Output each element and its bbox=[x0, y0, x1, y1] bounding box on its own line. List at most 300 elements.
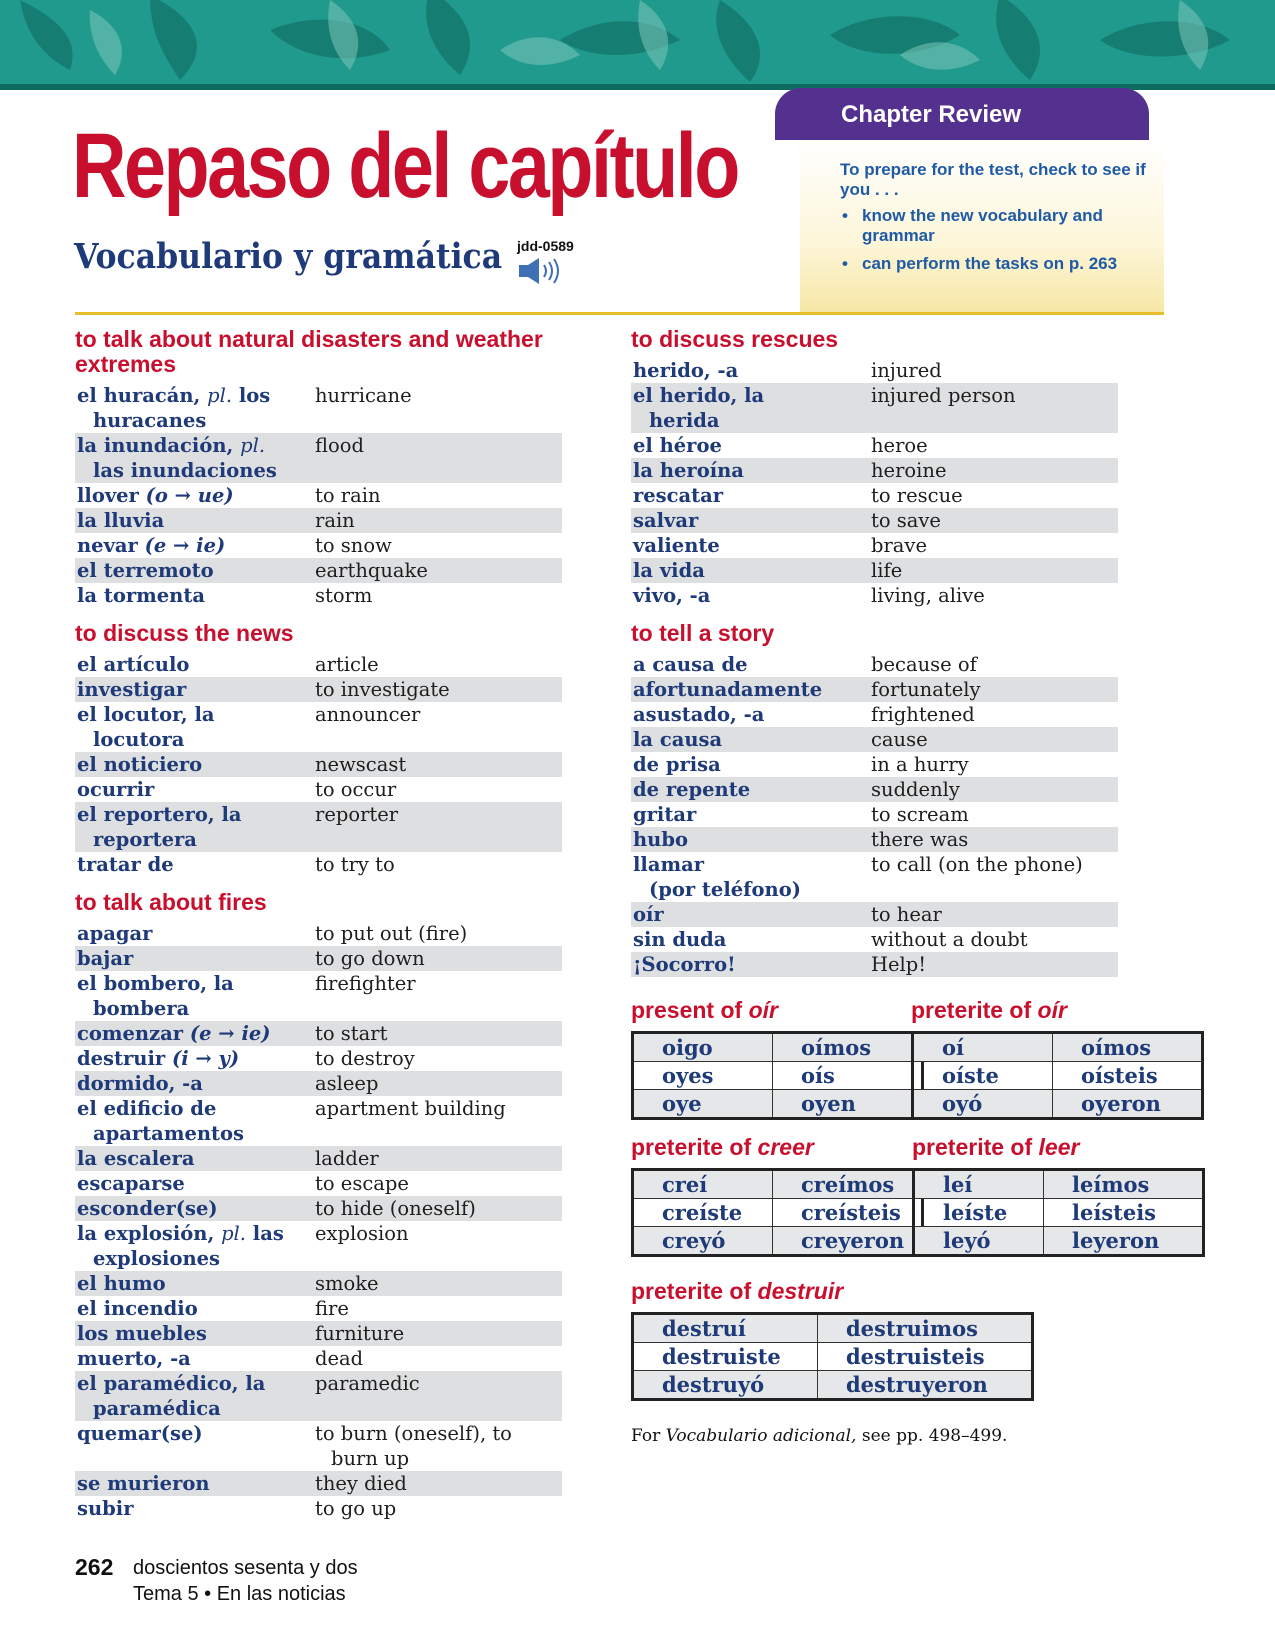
conjugation-heading bbox=[631, 1135, 924, 1160]
english-meaning bbox=[871, 508, 1118, 533]
conjugation-heading bbox=[911, 998, 1204, 1023]
spanish-term bbox=[75, 1296, 315, 1321]
vocab-rows bbox=[75, 652, 562, 877]
conjugation-row bbox=[633, 1033, 923, 1062]
english-meaning bbox=[871, 652, 1118, 677]
english-word: storm bbox=[315, 584, 373, 607]
vocab-row bbox=[75, 971, 562, 1021]
vocab-row bbox=[75, 1021, 562, 1046]
conjugation-row bbox=[633, 1371, 1033, 1400]
spanish-term bbox=[631, 533, 871, 558]
english-meaning bbox=[871, 802, 1118, 827]
conjugation-preterite-leer bbox=[912, 1135, 1205, 1257]
spanish-word: el noticiero bbox=[77, 753, 203, 776]
vocab-row bbox=[631, 952, 1118, 977]
english-meaning bbox=[871, 583, 1118, 608]
vocab-row bbox=[75, 483, 562, 508]
vocab-row bbox=[75, 1421, 562, 1471]
spanish-word-rest: las bbox=[252, 1222, 284, 1245]
conjugation-row bbox=[914, 1199, 1204, 1227]
chapter-review-list bbox=[840, 206, 1150, 274]
english-meaning bbox=[315, 1346, 562, 1371]
chapter-review-bullet: • can perform the tasks on p. 263 bbox=[840, 254, 1150, 274]
stem-change: (e → ie) bbox=[144, 534, 226, 557]
spanish-word: destruir bbox=[77, 1047, 166, 1070]
conjugation-preterite-destruir bbox=[631, 1279, 1034, 1401]
vocab-column-right bbox=[631, 327, 1118, 990]
spanish-word: la vida bbox=[633, 559, 705, 582]
english-word: life bbox=[871, 559, 903, 582]
plural-form: destruimos bbox=[818, 1314, 1033, 1343]
english-word: to snow bbox=[315, 534, 392, 557]
spanish-term bbox=[75, 1271, 315, 1296]
singular-form: oí bbox=[913, 1033, 1053, 1062]
vocab-row bbox=[75, 1046, 562, 1071]
section-heading: to discuss the news bbox=[75, 620, 294, 646]
plural-marker: pl. bbox=[207, 384, 233, 407]
english-meaning bbox=[871, 752, 1118, 777]
english-word: asleep bbox=[315, 1072, 379, 1095]
vocab-row bbox=[75, 802, 562, 852]
english-meaning bbox=[871, 558, 1118, 583]
singular-form: creíste bbox=[633, 1199, 773, 1227]
english-word: announcer bbox=[315, 703, 421, 726]
spanish-term bbox=[631, 802, 871, 827]
english-word: furniture bbox=[315, 1322, 405, 1345]
conjugation-row bbox=[633, 1090, 923, 1119]
english-meaning bbox=[315, 702, 562, 752]
english-word: to rain bbox=[315, 484, 381, 507]
english-word: fire bbox=[315, 1297, 349, 1320]
conjugation-preterite-creer bbox=[631, 1135, 924, 1257]
english-word: paramedic bbox=[315, 1372, 420, 1395]
spanish-term bbox=[75, 533, 315, 558]
spanish-word-continued: huracanes bbox=[93, 409, 207, 432]
spanish-word-rest: los bbox=[238, 384, 271, 407]
vocab-section bbox=[75, 890, 562, 1521]
english-meaning bbox=[315, 1171, 562, 1196]
vocab-row bbox=[75, 921, 562, 946]
vocab-row bbox=[75, 852, 562, 877]
plural-form: oyen bbox=[773, 1090, 923, 1119]
conjugation-row bbox=[633, 1199, 923, 1227]
singular-form: creí bbox=[633, 1170, 773, 1199]
spanish-term bbox=[631, 558, 871, 583]
english-word: newscast bbox=[315, 753, 407, 776]
vocab-section bbox=[75, 327, 562, 608]
spanish-word: la escalera bbox=[77, 1147, 195, 1170]
spanish-term bbox=[75, 1471, 315, 1496]
chapter-review-bullet: • know the new vocabulary and grammar bbox=[840, 206, 1150, 246]
english-meaning bbox=[871, 902, 1118, 927]
additional-vocab-note bbox=[631, 1426, 1007, 1446]
vocab-row bbox=[75, 533, 562, 558]
singular-form: creyó bbox=[633, 1227, 773, 1256]
english-word-continued: burn up bbox=[331, 1447, 410, 1470]
vocab-section bbox=[75, 621, 562, 877]
vocab-row bbox=[631, 702, 1118, 727]
spanish-word: sin duda bbox=[633, 928, 727, 951]
english-word: there was bbox=[871, 828, 969, 851]
spanish-term bbox=[75, 802, 315, 852]
vocab-row bbox=[75, 1096, 562, 1146]
vocab-row bbox=[75, 1071, 562, 1096]
vocab-row bbox=[75, 1346, 562, 1371]
spanish-term bbox=[631, 458, 871, 483]
singular-form: leí bbox=[914, 1170, 1044, 1199]
english-meaning bbox=[315, 383, 562, 433]
vocab-row bbox=[75, 1221, 562, 1271]
english-meaning bbox=[871, 383, 1118, 433]
vocab-column-left bbox=[75, 327, 562, 1534]
spanish-word: el paramédico, la bbox=[77, 1372, 266, 1395]
conjugation-verb: oír bbox=[1037, 997, 1067, 1023]
spanish-term bbox=[631, 902, 871, 927]
vocab-row bbox=[631, 433, 1118, 458]
singular-form: destruí bbox=[633, 1314, 818, 1343]
spanish-term bbox=[631, 752, 871, 777]
vocab-row bbox=[75, 1296, 562, 1321]
english-meaning bbox=[871, 927, 1118, 952]
conjugation-verb: creer bbox=[757, 1134, 814, 1160]
english-meaning bbox=[315, 1321, 562, 1346]
spanish-term bbox=[75, 583, 315, 608]
english-word: heroine bbox=[871, 459, 947, 482]
section-heading: to talk about natural disasters and weather extremes bbox=[75, 326, 543, 377]
english-word: frightened bbox=[871, 703, 975, 726]
spanish-word-continued: bombera bbox=[93, 997, 190, 1020]
conjugation-row bbox=[913, 1062, 1203, 1090]
vocab-row bbox=[75, 1146, 562, 1171]
speaker-icon[interactable] bbox=[517, 256, 567, 286]
english-word: injured bbox=[871, 359, 942, 382]
spanish-term bbox=[75, 652, 315, 677]
vocab-row bbox=[75, 652, 562, 677]
section-heading: to talk about fires bbox=[75, 889, 267, 915]
vocab-row bbox=[75, 583, 562, 608]
vocab-row bbox=[631, 383, 1118, 433]
spanish-word: muerto, -a bbox=[77, 1347, 191, 1370]
english-word: suddenly bbox=[871, 778, 960, 801]
plural-form: oímos bbox=[1053, 1033, 1203, 1062]
conjugation-row bbox=[633, 1343, 1033, 1371]
vocab-rows bbox=[631, 358, 1118, 608]
vocab-row bbox=[631, 727, 1118, 752]
english-word: dead bbox=[315, 1347, 364, 1370]
spanish-term bbox=[631, 583, 871, 608]
english-word: to scream bbox=[871, 803, 969, 826]
plural-form: destruyeron bbox=[818, 1371, 1033, 1400]
plural-form: oís bbox=[773, 1062, 923, 1090]
vocab-row bbox=[75, 1196, 562, 1221]
spanish-term bbox=[631, 433, 871, 458]
spanish-term bbox=[75, 558, 315, 583]
conjugation-verb: oír bbox=[748, 997, 778, 1023]
english-meaning bbox=[871, 483, 1118, 508]
vocab-row bbox=[75, 1321, 562, 1346]
vocab-row bbox=[75, 752, 562, 777]
spanish-term bbox=[75, 1346, 315, 1371]
note-prefix: For bbox=[631, 1426, 661, 1446]
conjugation-row bbox=[914, 1227, 1204, 1256]
conjugation-label: preterite of bbox=[912, 1134, 1033, 1160]
spanish-term bbox=[75, 852, 315, 877]
spanish-term bbox=[75, 433, 315, 483]
english-meaning bbox=[315, 802, 562, 852]
english-word: to save bbox=[871, 509, 941, 532]
spanish-word: salvar bbox=[633, 509, 699, 532]
theme-label: Tema 5 • En las noticias bbox=[133, 1583, 346, 1605]
english-meaning bbox=[315, 752, 562, 777]
english-word: to go up bbox=[315, 1497, 397, 1520]
spanish-word: ocurrir bbox=[77, 778, 155, 801]
spanish-word: el terremoto bbox=[77, 559, 214, 582]
spanish-word: bajar bbox=[77, 947, 134, 970]
conjugation-verb: destruir bbox=[757, 1278, 844, 1304]
english-word: ladder bbox=[315, 1147, 379, 1170]
english-word: to start bbox=[315, 1022, 388, 1045]
spanish-term bbox=[75, 1196, 315, 1221]
spanish-word-continued: paramédica bbox=[93, 1397, 221, 1420]
english-word: explosion bbox=[315, 1222, 409, 1245]
spanish-term bbox=[631, 702, 871, 727]
english-meaning bbox=[315, 1421, 562, 1471]
english-meaning bbox=[315, 1096, 562, 1146]
spanish-word: el locutor, la bbox=[77, 703, 215, 726]
singular-form: oye bbox=[633, 1090, 773, 1119]
vocab-row bbox=[631, 583, 1118, 608]
spanish-word: oír bbox=[633, 903, 664, 926]
english-meaning bbox=[315, 583, 562, 608]
singular-form: destruyó bbox=[633, 1371, 818, 1400]
english-word: to hide (oneself) bbox=[315, 1197, 476, 1220]
vocab-row bbox=[75, 1171, 562, 1196]
english-word: brave bbox=[871, 534, 927, 557]
conjugation-table bbox=[911, 1031, 1204, 1120]
spanish-word: ¡Socorro! bbox=[633, 953, 736, 976]
vocab-rows bbox=[75, 921, 562, 1521]
conjugation-present-oir bbox=[631, 998, 924, 1120]
english-meaning bbox=[871, 677, 1118, 702]
english-word: firefighter bbox=[315, 972, 416, 995]
spanish-word: apagar bbox=[77, 922, 153, 945]
spanish-word-continued: locutora bbox=[93, 728, 185, 751]
chapter-review-tab: Chapter Review bbox=[775, 88, 1149, 140]
english-meaning bbox=[315, 533, 562, 558]
conjugation-heading bbox=[631, 998, 924, 1023]
english-meaning bbox=[315, 946, 562, 971]
plural-form: oísteis bbox=[1053, 1062, 1203, 1090]
singular-form: leíste bbox=[914, 1199, 1044, 1227]
spanish-word-continued: las inundaciones bbox=[93, 459, 277, 482]
english-meaning bbox=[315, 652, 562, 677]
english-meaning bbox=[871, 358, 1118, 383]
vocab-row bbox=[75, 1471, 562, 1496]
english-word: heroe bbox=[871, 434, 928, 457]
spanish-word: gritar bbox=[633, 803, 697, 826]
english-meaning bbox=[315, 1296, 562, 1321]
plural-form: leímos bbox=[1044, 1170, 1204, 1199]
vocab-row bbox=[631, 358, 1118, 383]
spanish-word: investigar bbox=[77, 678, 187, 701]
plural-form: oyeron bbox=[1053, 1090, 1203, 1119]
spanish-term bbox=[75, 1496, 315, 1521]
spanish-word: la lluvia bbox=[77, 509, 165, 532]
spanish-term bbox=[75, 1321, 315, 1346]
english-meaning bbox=[315, 1146, 562, 1171]
conjugation-row bbox=[913, 1033, 1203, 1062]
english-meaning bbox=[315, 483, 562, 508]
english-word: article bbox=[315, 653, 379, 676]
conjugation-label: preterite of bbox=[631, 1134, 752, 1160]
conjugation-row bbox=[633, 1062, 923, 1090]
plural-form: creímos bbox=[773, 1170, 923, 1199]
conjugation-row bbox=[913, 1090, 1203, 1119]
plural-form: creyeron bbox=[773, 1227, 923, 1256]
spanish-term bbox=[75, 971, 315, 1021]
english-word: to destroy bbox=[315, 1047, 415, 1070]
spanish-word: herido, -a bbox=[633, 359, 739, 382]
english-word: to occur bbox=[315, 778, 397, 801]
english-meaning bbox=[871, 458, 1118, 483]
conjugation-heading bbox=[912, 1135, 1205, 1160]
singular-form: oíste bbox=[913, 1062, 1053, 1090]
plural-form: oímos bbox=[773, 1033, 923, 1062]
english-word: rain bbox=[315, 509, 355, 532]
english-meaning bbox=[315, 1196, 562, 1221]
singular-form: leyó bbox=[914, 1227, 1044, 1256]
spanish-word: los muebles bbox=[77, 1322, 207, 1345]
page-title: Repaso del capítulo bbox=[72, 115, 738, 217]
english-meaning bbox=[871, 777, 1118, 802]
english-meaning bbox=[315, 1371, 562, 1421]
english-meaning bbox=[871, 433, 1118, 458]
conjugation-row bbox=[633, 1170, 923, 1199]
vocab-row bbox=[631, 802, 1118, 827]
audio-code: jdd-0589 bbox=[517, 238, 574, 254]
english-meaning bbox=[315, 433, 562, 483]
spanish-word: llamar bbox=[633, 853, 704, 876]
english-meaning bbox=[871, 827, 1118, 852]
english-word: to call (on the phone) bbox=[871, 853, 1083, 876]
english-word: to put out (fire) bbox=[315, 922, 468, 945]
spanish-word: escaparse bbox=[77, 1172, 185, 1195]
spanish-term bbox=[631, 852, 871, 902]
english-meaning bbox=[871, 702, 1118, 727]
conjugation-label: preterite of bbox=[911, 997, 1032, 1023]
plural-marker: pl. bbox=[240, 434, 266, 457]
note-suffix: see pp. 498–499. bbox=[861, 1426, 1008, 1446]
plural-form: creísteis bbox=[773, 1199, 923, 1227]
vocab-row bbox=[75, 558, 562, 583]
singular-form: destruiste bbox=[633, 1343, 818, 1371]
english-meaning bbox=[315, 852, 562, 877]
vocab-row bbox=[75, 508, 562, 533]
spanish-word: la inundación, bbox=[77, 434, 234, 457]
page-subtitle: Vocabulario y gramática bbox=[74, 236, 503, 277]
plural-form: destruisteis bbox=[818, 1343, 1033, 1371]
spanish-term bbox=[75, 1046, 315, 1071]
conjugation-table bbox=[631, 1312, 1034, 1401]
english-meaning bbox=[871, 852, 1118, 902]
plural-form: leísteis bbox=[1044, 1199, 1204, 1227]
english-word: earthquake bbox=[315, 559, 428, 582]
page-number-words: doscientos sesenta y dos bbox=[133, 1557, 358, 1579]
spanish-word-continued: apartamentos bbox=[93, 1122, 245, 1145]
vocab-row bbox=[631, 558, 1118, 583]
spanish-term bbox=[631, 927, 871, 952]
vocab-row bbox=[75, 946, 562, 971]
spanish-term bbox=[75, 1071, 315, 1096]
spanish-term bbox=[631, 777, 871, 802]
vocab-row bbox=[631, 533, 1118, 558]
vocab-row bbox=[631, 652, 1118, 677]
english-meaning bbox=[315, 1496, 562, 1521]
spanish-word: nevar bbox=[77, 534, 138, 557]
vocab-row bbox=[75, 1271, 562, 1296]
conjugation-label: preterite of bbox=[631, 1278, 752, 1304]
spanish-term bbox=[75, 483, 315, 508]
vocab-row bbox=[75, 1496, 562, 1521]
spanish-term bbox=[75, 508, 315, 533]
vocab-row bbox=[631, 827, 1118, 852]
vocab-row bbox=[631, 458, 1118, 483]
conjugation-label: present of bbox=[631, 997, 743, 1023]
english-word: without a doubt bbox=[871, 928, 1028, 951]
spanish-word-continued: (por teléfono) bbox=[649, 878, 801, 901]
vocab-row bbox=[631, 902, 1118, 927]
chapter-review-box bbox=[800, 140, 1164, 312]
spanish-word-continued: reportera bbox=[93, 828, 197, 851]
spanish-term bbox=[631, 952, 871, 977]
english-word: flood bbox=[315, 434, 364, 457]
spanish-term bbox=[631, 677, 871, 702]
vocab-section bbox=[631, 327, 1118, 608]
english-meaning bbox=[315, 777, 562, 802]
spanish-word: asustado, -a bbox=[633, 703, 765, 726]
spanish-term bbox=[75, 1021, 315, 1046]
spanish-word: el héroe bbox=[633, 434, 722, 457]
english-meaning bbox=[315, 508, 562, 533]
spanish-word: hubo bbox=[633, 828, 688, 851]
decorative-header-band bbox=[0, 0, 1275, 90]
english-meaning bbox=[315, 1071, 562, 1096]
spanish-word: a causa de bbox=[633, 653, 748, 676]
spanish-word: afortunadamente bbox=[633, 678, 823, 701]
page-number: 262 bbox=[75, 1554, 114, 1580]
english-word: to try to bbox=[315, 853, 395, 876]
vocab-row bbox=[75, 702, 562, 752]
vocab-rows bbox=[631, 652, 1118, 977]
english-meaning bbox=[871, 533, 1118, 558]
english-word: because of bbox=[871, 653, 977, 676]
english-meaning bbox=[315, 1271, 562, 1296]
spanish-word: llover bbox=[77, 484, 139, 507]
spanish-term bbox=[75, 752, 315, 777]
vocab-row bbox=[631, 508, 1118, 533]
conjugation-row bbox=[914, 1170, 1204, 1199]
spanish-word: vivo, -a bbox=[633, 584, 711, 607]
singular-form: oyes bbox=[633, 1062, 773, 1090]
spanish-word: el huracán, bbox=[77, 384, 201, 407]
plural-marker: pl. bbox=[221, 1222, 246, 1245]
section-heading: to discuss rescues bbox=[631, 326, 839, 352]
conjugation-heading bbox=[631, 1279, 1034, 1304]
spanish-term bbox=[631, 652, 871, 677]
conjugation-table bbox=[631, 1031, 924, 1120]
english-meaning bbox=[871, 952, 1118, 977]
conjugation-preterite-oir bbox=[911, 998, 1204, 1120]
